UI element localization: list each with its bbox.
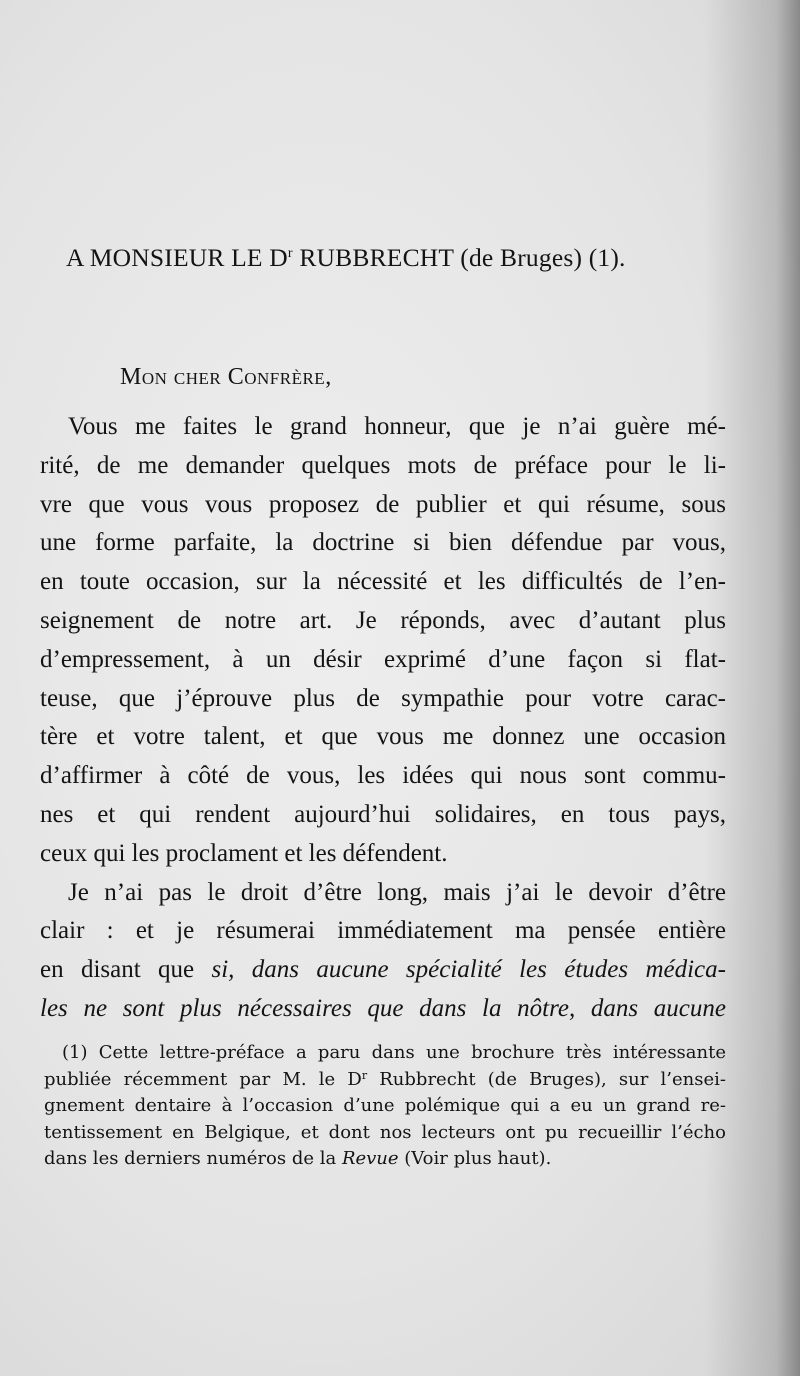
body-line: Vous me faites le grand honneur, que je n’ai guère mé- xyxy=(68,413,726,440)
body-line: en toute occasion, sur la nécessité et les difficultés de l’en- xyxy=(40,568,726,596)
footnote xyxy=(44,1040,726,1173)
body-line: une forme parfaite, la doctrine si bien défendue par vous, xyxy=(40,529,726,557)
footnote-line: publiée récemment par M. le $D^r$ Rubbrecht (de Bruges), sur l’ensei- xyxy=(44,1068,726,1090)
body-line: seignement de notre art. Je réponds, avec d’autant plus xyxy=(40,606,726,634)
body-line: clair : et je résumerai immédiatement ma pensée entière xyxy=(40,917,726,945)
letter-heading xyxy=(66,238,726,278)
body-line: en disant que si, dans aucune spécialité les études médica- xyxy=(40,956,726,984)
footnote-line: gnement dentaire à l’occasion d’une polémique qui a eu un grand re- xyxy=(44,1095,726,1116)
footnote-line: tentissement en Belgique, et dont nos lecteurs ont pu recueillir l’écho xyxy=(44,1121,726,1143)
heading-superscript: r xyxy=(287,246,293,261)
body-line: Je n’ai pas le droit d’être long, mais j’ai le devoir d’être xyxy=(68,878,726,906)
body-line: nes et qui rendent aujourd’hui solidaires, en tous pays, xyxy=(40,800,726,828)
footnote-line: (1) Cette lettre-préface a paru dans une brochure très intéressante xyxy=(62,1042,726,1063)
body-line: rité, de me demander quelques mots de préface pour le li- xyxy=(40,451,726,479)
footnote-line: dans les derniers numéros de la Revue (Voir plus haut). xyxy=(44,1148,552,1169)
heading-post: RUBBRECHT (de Bruges) (1). xyxy=(292,243,626,272)
body-line: ceux qui les proclament et les défendent. xyxy=(40,839,448,867)
heading-pre: A MONSIEUR LE D xyxy=(66,243,288,272)
body-line: les ne sont plus nécessaires que dans la nôtre, dans aucune xyxy=(40,994,726,1022)
body-line: teuse, que j’éprouve plus de sympathie pour votre carac- xyxy=(40,684,726,712)
letter-body xyxy=(40,408,726,1029)
body-line: d’affirmer à côté de vous, les idées qui nous sont commu- xyxy=(40,762,726,790)
body-line: d’empressement, à un désir exprimé d’une façon si flat- xyxy=(40,645,726,673)
body-line: vre que vous vous proposez de publier et qui résume, sous xyxy=(40,490,726,518)
body-line: tère et votre talent, et que vous me donnez une occasion xyxy=(40,723,726,751)
salutation: Mon cher Confrère, xyxy=(120,364,332,390)
